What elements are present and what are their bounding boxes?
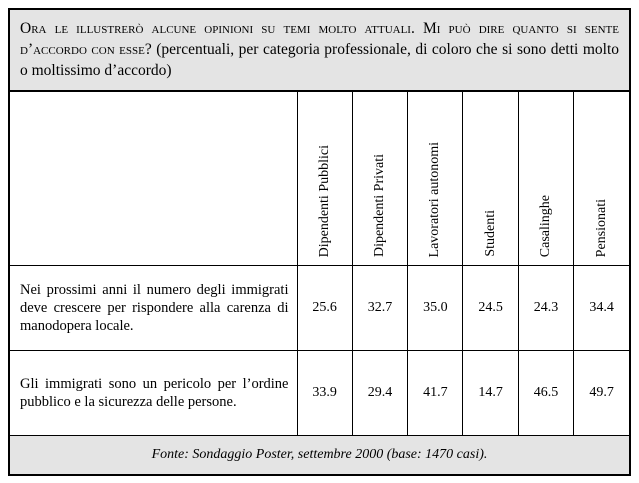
value-cell: 41.7 bbox=[408, 351, 463, 436]
value-cell: 35.0 bbox=[408, 266, 463, 351]
title-question: Ora le illustrerò alcune opinioni su temi molto attuali. Mi può dire quanto si sente d’accordo con esse? bbox=[20, 20, 619, 58]
value-cell: 32.7 bbox=[352, 266, 407, 351]
table-title bbox=[10, 10, 629, 92]
column-header bbox=[408, 92, 463, 266]
value-cell: 24.3 bbox=[518, 266, 573, 351]
column-header bbox=[352, 92, 407, 266]
corner-cell bbox=[10, 92, 297, 266]
column-header bbox=[518, 92, 573, 266]
source-footer bbox=[10, 435, 629, 474]
title-description: (percentuali, per categoria professionale, di coloro che si sono detti molto o moltissimo d’accordo) bbox=[20, 41, 619, 79]
column-header-row bbox=[10, 92, 629, 266]
value-cell: 25.6 bbox=[297, 266, 352, 351]
question-text: Nei prossimi anni il numero degli immigrati deve crescere per rispondere alla carenza di manodopera locale. bbox=[10, 266, 297, 351]
data-table bbox=[10, 92, 629, 436]
value-cell: 33.9 bbox=[297, 351, 352, 436]
column-header bbox=[463, 92, 518, 266]
column-header-label: Casalinghe bbox=[537, 194, 553, 257]
column-header bbox=[574, 92, 629, 266]
column-header-label: Dipendenti Privati bbox=[371, 153, 387, 257]
value-cell: 46.5 bbox=[518, 351, 573, 436]
table-row bbox=[10, 266, 629, 351]
value-cell: 14.7 bbox=[463, 351, 518, 436]
column-header-label: Studenti bbox=[482, 210, 498, 257]
source-text: Fonte: Sondaggio Poster, settembre 2000 (base: 1470 casi). bbox=[151, 447, 488, 462]
value-cell: 24.5 bbox=[463, 266, 518, 351]
value-cell: 49.7 bbox=[574, 351, 629, 436]
column-header-label: Dipendenti Pubblici bbox=[316, 144, 332, 257]
column-header bbox=[297, 92, 352, 266]
table-frame bbox=[8, 8, 631, 476]
value-cell: 34.4 bbox=[574, 266, 629, 351]
question-text: Gli immigrati sono un pericolo per l’ordine pubblico e la sicurezza delle persone. bbox=[10, 351, 297, 436]
value-cell: 29.4 bbox=[352, 351, 407, 436]
table-row bbox=[10, 351, 629, 436]
column-header-label: Pensionati bbox=[593, 198, 609, 257]
column-header-label: Lavoratori autonomi bbox=[427, 141, 443, 257]
